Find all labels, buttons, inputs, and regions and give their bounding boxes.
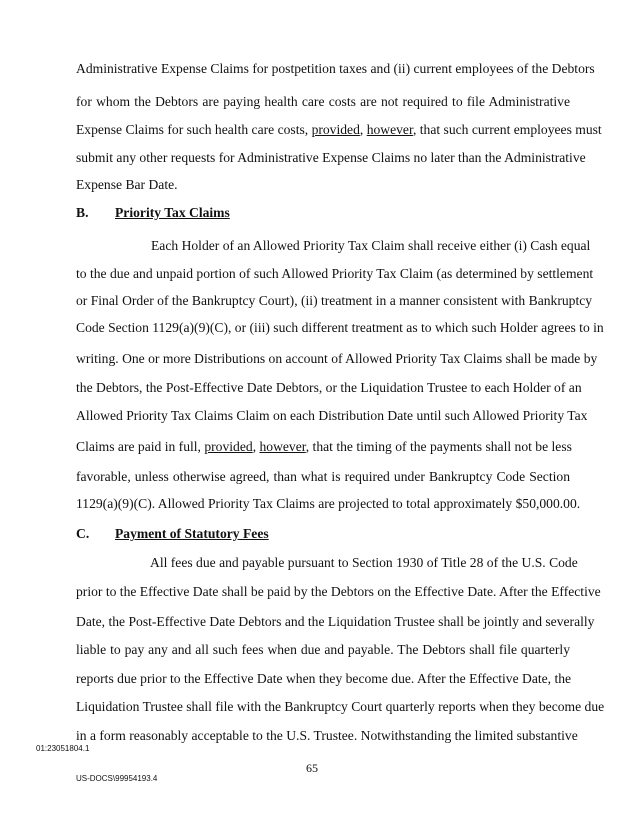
- footer-doc-id-left: 01:23051804.1: [36, 744, 90, 753]
- provided-underlined: provided: [204, 439, 253, 454]
- paragraph-line: [76, 122, 602, 138]
- paragraph-line: reports due prior to the Effective Date when they become due. After the Effective Date, the: [76, 671, 572, 686]
- paragraph-line: Code Section 1129(a)(9)(C), or (iii) such different treatment as to which such Holder agrees to in: [76, 320, 604, 335]
- paragraph-line: All fees due and payable pursuant to Section 1930 of Title 28 of the U.S. Code: [150, 555, 578, 570]
- section-c-letter: C.: [76, 526, 90, 541]
- paragraph-line: or Final Order of the Bankruptcy Court), (ii) treatment in a manner consistent with Bankruptcy: [76, 293, 593, 308]
- paragraph-line: 1129(a)(9)(C). Allowed Priority Tax Claims are projected to total approximately $50,000.00.: [76, 496, 581, 511]
- text-run: Claims are paid in full,: [76, 439, 205, 454]
- paragraph-line: liable to pay any and all such fees when due and payable. The Debtors shall file quarterly: [76, 642, 570, 657]
- text-run: ,: [359, 122, 367, 137]
- however-underlined: however: [259, 439, 306, 454]
- paragraph-line: in a form reasonably acceptable to the U.S. Trustee. Notwithstanding the limited substantive: [76, 728, 578, 743]
- text-run: , that such current employees must: [412, 122, 602, 137]
- paragraph-line: submit any other requests for Administrative Expense Claims no later than the Administrative: [76, 150, 586, 165]
- paragraph-line: favorable, unless otherwise agreed, than what is required under Bankruptcy Code Section: [76, 469, 570, 484]
- paragraph-line: to the due and unpaid portion of such Allowed Priority Tax Claim (as determined by settlement: [76, 266, 594, 281]
- paragraph-line: Expense Bar Date.: [76, 177, 178, 192]
- paragraph-line: Date, the Post-Effective Date Debtors and the Liquidation Trustee shall be jointly and severally: [76, 614, 595, 629]
- footer-doc-id-bottom: US-DOCS\99954193.4: [76, 774, 158, 783]
- paragraph-line: Allowed Priority Tax Claims Claim on each Distribution Date until such Allowed Priority Tax: [76, 408, 588, 423]
- paragraph-line: Each Holder of an Allowed Priority Tax Claim shall receive either (i) Cash equal: [151, 238, 591, 253]
- paragraph-line: prior to the Effective Date shall be paid by the Debtors on the Effective Date. After the Effective: [76, 584, 601, 599]
- page-number: 65: [306, 761, 318, 775]
- paragraph-line: [76, 439, 570, 455]
- section-c-heading: Payment of Statutory Fees: [115, 526, 269, 541]
- text-run: Expense Claims for such health care costs,: [76, 122, 312, 137]
- however-underlined: however: [366, 122, 413, 137]
- text-run: , that the timing of the payments shall not be less: [305, 439, 572, 454]
- section-b-heading: Priority Tax Claims: [115, 205, 230, 220]
- paragraph-line: for whom the Debtors are paying health care costs are not required to file Administrative: [76, 94, 570, 109]
- text-run: ,: [252, 439, 260, 454]
- paragraph-line: writing. One or more Distributions on account of Allowed Priority Tax Claims shall be made by: [76, 351, 598, 366]
- section-b-letter: B.: [76, 205, 89, 220]
- paragraph-line: the Debtors, the Post-Effective Date Debtors, or the Liquidation Trustee to each Holder of an: [76, 380, 582, 395]
- provided-underlined: provided: [311, 122, 360, 137]
- paragraph-line: Administrative Expense Claims for postpetition taxes and (ii) current employees of the Debtors: [76, 61, 595, 76]
- paragraph-line: Liquidation Trustee shall file with the Bankruptcy Court quarterly reports when they become due: [76, 699, 605, 714]
